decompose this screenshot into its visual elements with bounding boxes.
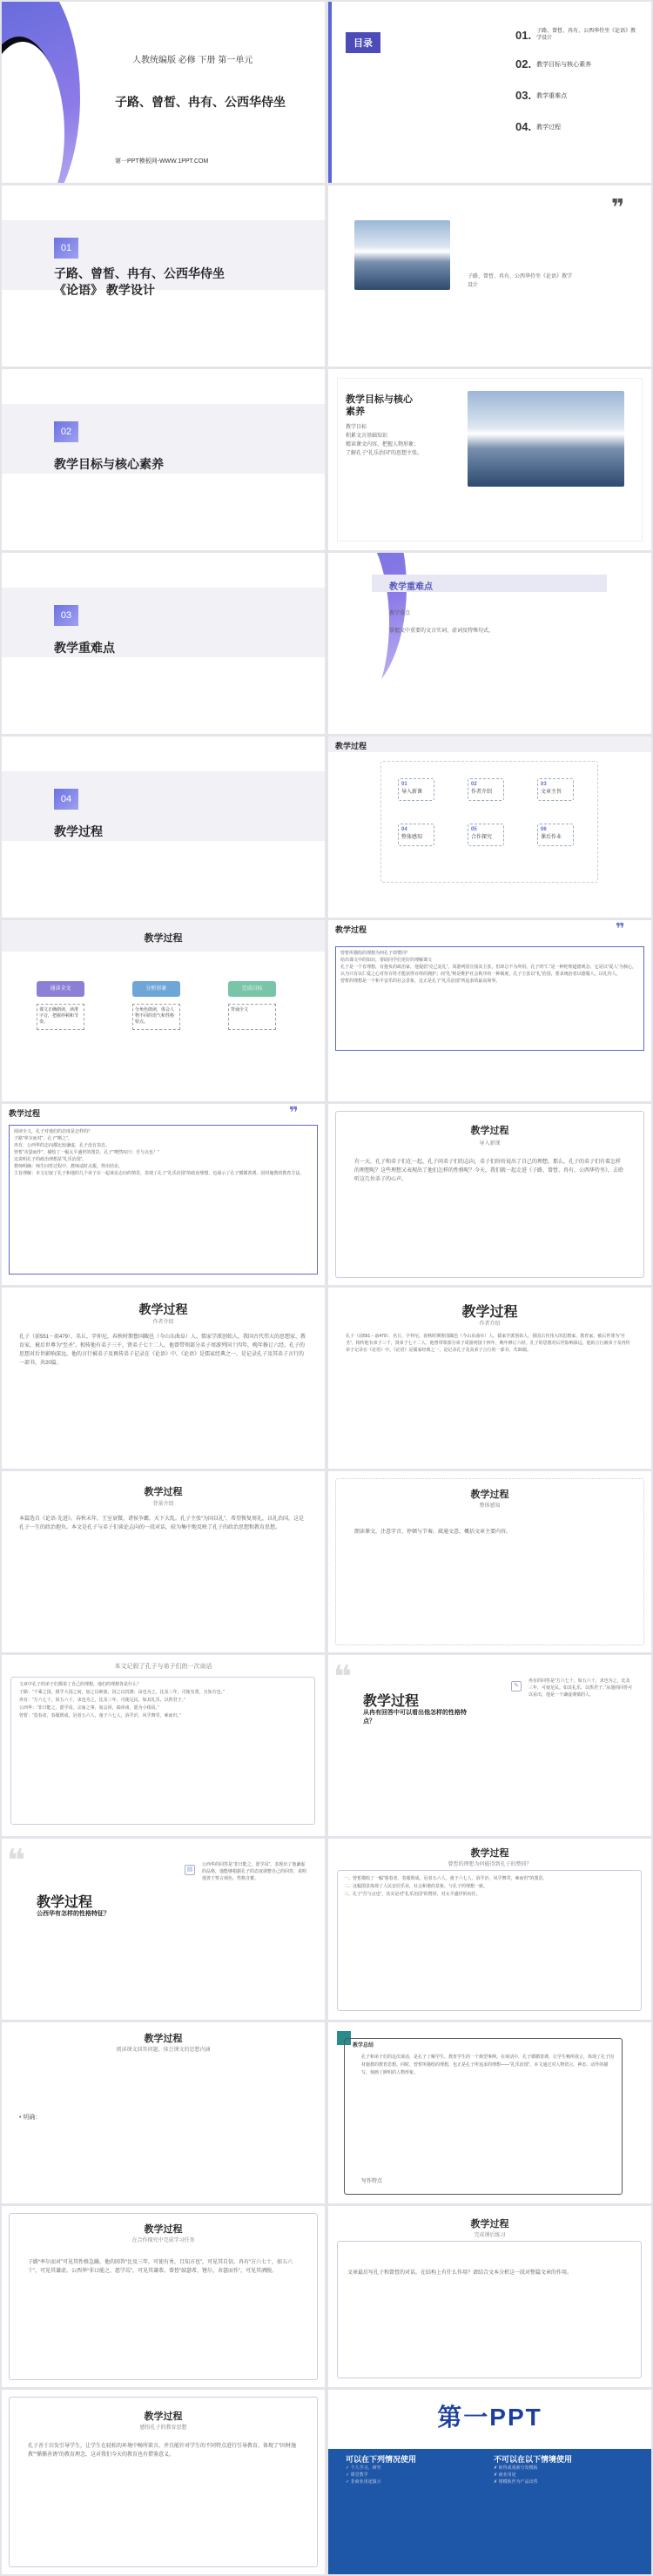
slide-intro-lesson[interactable] [328, 1104, 651, 1285]
slide-text [344, 1875, 636, 1899]
toc-num: 04. [515, 120, 532, 133]
toc-label: 教学过程 [536, 124, 562, 131]
slide-header: 教学过程 [328, 920, 651, 936]
tile-num: 02 [471, 782, 477, 787]
slide-text: 子路“率尔而对”可见其性格急躁，他的回答“比及三年，可使有勇，且知方也”，可见其自信。冉有“方六七十，如五六十”，可见其谦虚。公西华“非曰能之，愿学焉”，可见其谦恭。曾皙“鼓瑟希，铿尔，舍瑟而作”，可见其洒脱。 [28, 2260, 293, 2274]
forbidden-column [494, 2454, 633, 2485]
slide-section-02[interactable] [2, 369, 325, 550]
slide-subtitle: 本文记叙了孔子与弟子们的一次谈话 [114, 1664, 212, 1670]
slide-title: 教学过程 [470, 2219, 509, 2230]
slide-subtitle: 公西华有怎样的性格特征？ [37, 1911, 110, 1917]
slide-subtitle: 整体感知 [479, 1503, 501, 1509]
slide-text: 孔子和弟子们的这次谈话，是孔子了解学生、教育学生的一个典型事例。在谈话中，孔子循循善诱，让学生畅所欲言，体现了孔子因材施教的教育思想。同时，曾皙所描绘的理想，也正是孔子所追求的理想——“礼乐治国”。本文通过对人物语言、神态、动作的描写，刻画了鲜明的人物形象。 [361, 2055, 615, 2075]
slide-ideals[interactable] [2, 1655, 325, 1836]
slide-intro-image[interactable] [328, 185, 651, 367]
slide-text: 孔子善于启发引导学生，让学生在轻松的环境中畅所欲言，并且能针对学生的不同特点进行引导教育，体现了“因材施教”“循循善诱”的教育理念，这对我们今天的教育也有借鉴意义。 [28, 2444, 297, 2458]
document-icon: ▤ [185, 1865, 195, 1875]
detail-line: 曾皙的理想是一个和平安乐的社会景象，这正是孔子“礼乐治国”所追求的最高境界。 [340, 979, 501, 984]
forbidden-heading: 不可以在以下情境使用 [494, 2455, 573, 2464]
text-line: 教师明确：师生问答过程中，教师适时点拨，得出结论。 [14, 1164, 124, 1169]
slide-zengxi[interactable] [328, 1839, 651, 2020]
slide-exercise[interactable] [328, 2206, 651, 2387]
cover-footer: 第一PPT模板网-WWW.1PPT.COM [115, 158, 209, 165]
tile-label: 整体感知 [401, 835, 423, 840]
slide-title: 教学过程 [37, 1895, 93, 1910]
quote-icon: ❞ [289, 1104, 299, 1121]
goals-list [346, 423, 424, 458]
difficulties-text: 掌握文中重要的文言实词、虚词及特殊句式。 [389, 629, 495, 634]
detail-line: 给出课文中的知识，帮助同学们更好的理解课文 [340, 958, 433, 963]
toc-num: 03. [515, 89, 532, 102]
detail-line: 曾皙所描绘的理想为何孔子却赞同？ [340, 951, 411, 956]
tile-num: 01 [401, 782, 407, 787]
tile-num: 06 [541, 827, 547, 832]
slide-header: 教学总结 [353, 2043, 374, 2048]
tile-01[interactable] [398, 778, 434, 801]
slide-difficulties[interactable] [328, 553, 651, 734]
text-line: 一、曾皙描绘了一幅“暮春者，春服既成，冠者五六人，童子六七人，浴乎沂，风乎舞雩，咏而归”的图景。 [344, 1876, 548, 1881]
slide-title: 教学过程 [470, 1126, 509, 1136]
step-card-3: 背诵全文 [228, 1004, 276, 1030]
slide-subtitle: 背景介绍 [152, 1502, 174, 1507]
slide-education-thought[interactable] [2, 2390, 325, 2574]
toc-label: 教学目标与核心素养 [536, 61, 592, 68]
slide-subtitle: 曾皙的理想为何能得到孔子的赞同？ [448, 1862, 532, 1867]
slide-text: 文章最后写孔子和曾皙的对话，在结构上有什么作用？请结合文本分析这一段对整篇文章的作用。 [347, 2270, 573, 2276]
tile-04[interactable] [398, 824, 434, 846]
slide-title: 教学过程 [144, 933, 183, 944]
slide-copyright[interactable] [328, 2390, 651, 2574]
tile-02[interactable] [468, 778, 504, 801]
slide-background[interactable] [2, 1471, 325, 1652]
difficulties-title: 教学重难点 [389, 582, 433, 592]
toc-item-2[interactable] [515, 57, 591, 71]
slide-title: 教学过程 [470, 1490, 509, 1500]
slide-section-01[interactable] [2, 185, 325, 367]
slide-author[interactable] [2, 1288, 325, 1469]
intro-text: 子路、曾皙、冉有、公西华侍坐《论语》教学设计 [468, 274, 573, 288]
toc-item-1[interactable] [515, 28, 637, 42]
section-band [2, 771, 325, 841]
slide-overview[interactable] [328, 1471, 651, 1652]
tile-06[interactable] [537, 824, 574, 846]
slide-cover[interactable] [2, 2, 325, 183]
slide-process-detail[interactable] [328, 920, 651, 1101]
slide-title: 教学过程 [144, 2224, 183, 2235]
goals-title: 教学目标与核心素养 [346, 394, 413, 417]
tile-03[interactable] [537, 778, 574, 801]
step-card-1: 课文正确朗读，读准字音，把握停顿和节奏。 [37, 1004, 84, 1030]
slide-title: 教学过程 [138, 1302, 188, 1316]
toc-label: 子路、曾皙、冉有、公西华侍坐《论语》教学设计 [536, 29, 636, 41]
text-line: 这说明孔子的政治理想是“礼乐治国”。 [14, 1157, 87, 1162]
tile-label: 合作探究 [471, 835, 493, 840]
slide-summary[interactable] [328, 2022, 651, 2203]
slide-text: 冉有的回答是“方六七十，如五六十，求也为之，比及三年，可使足民。如其礼乐，以俟君子。”从他的回答可以看出，他是一个谦虚谨慎的人。 [528, 1678, 633, 1698]
slide-text: 朗读课文，注意字音、停顿与节奏，疏通文意，概括文章主要内容。 [354, 1530, 512, 1535]
tile-05[interactable] [468, 824, 504, 846]
slide-subtitle: 阅读课文回答问题，体会课文的思想内涵 [116, 2048, 211, 2053]
slide-text: 孔子（前551－前479），名丘，字仲尼，春秋时期鲁国陬邑（今山东曲阜）人。儒家学派创始人，我国古代伟大的思想家、教育家，被后世尊为“至圣”。相传他有弟子三千，贤弟子七十二人。他曾带领部分弟子周游列国十四年，晚年修订六经。孔子的思想对后世影响深远。他的言行被弟子及再传弟子记录在《论语》中。《论语》是儒家经典之一，是记录孔子及其弟子言行的一部书，共20篇。 [19, 1335, 306, 1366]
text-line: 曾皙：“莫春者，春服既成，冠者五六人，童子六七人，浴乎沂，风乎舞雩，咏而归。” [19, 1713, 181, 1718]
slide-title: 教学过程 [144, 2034, 183, 2044]
slide-process-text[interactable] [2, 1104, 325, 1285]
slide-process-overview[interactable] [328, 736, 651, 918]
tile-label: 文章主旨 [541, 790, 562, 795]
question: 文章中孔子的弟子们都说了自己的理想，他们的理想各是什么？ [19, 1682, 142, 1687]
slide-clarify[interactable] [2, 2022, 325, 2203]
allowed-item: ✓ 课堂教学 [346, 2472, 368, 2478]
toc-num: 01. [515, 28, 532, 42]
slide-title: 教学过程 [461, 1305, 518, 1320]
tile-num: 04 [401, 827, 407, 832]
slide-subtitle: 导入新课 [479, 1141, 501, 1147]
goals-line: 了解孔子“礼乐治国”的思想主张。 [346, 451, 422, 456]
forbidden-item: ✗ 商业用途 [494, 2472, 516, 2478]
goals-line: 精读课文内容，把握人物形象； [346, 442, 420, 447]
toc-label: 教学重难点 [536, 92, 568, 99]
text-line: 曾皙“舍瑟而作”，描绘了一幅太平盛世的图景，孔子“喟然叹曰：吾与点也！” [14, 1150, 159, 1155]
tile-label: 作者介绍 [471, 790, 493, 795]
pencil-icon: ✎ [511, 1681, 522, 1692]
detail-line: 孔子是一个有理想，有抱负的政治家，他提倡“克己复礼”，周游列国宣扬其主张，但却总不为所用。孔子的“仁”是一种伦理道德观念，它是以“爱人”为核心，认为只有以仁爱之心对待百姓才能获得百姓的拥护；而“礼”则是维护社会秩序的一种制度，孔子主张以“礼”治国，要求统治者以德服人，以礼待人。 [340, 965, 636, 977]
toc-item-3[interactable] [515, 89, 567, 102]
slide-subtitle: 作者介绍 [479, 1322, 501, 1327]
slide-subtitle: 在合作探究中完成学习任务 [131, 2238, 195, 2243]
process-text [14, 1128, 310, 1177]
allowed-item: ✓ 个人学习、研究 [346, 2465, 381, 2471]
toc-num: 02. [515, 57, 532, 71]
goals-line: 教学目标 [346, 425, 367, 430]
slide-toc[interactable] [328, 2, 651, 183]
cover-title: 子路、曾皙、冉有、公西华侍坐 [115, 95, 286, 109]
forbidden-item: ✗ 将模板作为产品出售 [494, 2479, 538, 2485]
slide-title: 教学过程 [470, 1848, 509, 1859]
allowed-item: ✓ 非商业用途演示 [346, 2479, 381, 2485]
frame [337, 2241, 642, 2378]
text-line: 主旨理解：本文记叙了孔子和他的几个弟子在一起谈论志向的情景，表现了孔子“礼乐治国”的政治理想，也展示了孔子循循善诱、因材施教的教育方法。 [14, 1171, 305, 1176]
quote-icon: ❞ [616, 920, 625, 938]
section-number: 01 [54, 238, 78, 259]
quote-icon: ❝ [7, 1842, 26, 1878]
slide-process-steps[interactable] [2, 920, 325, 1101]
slide-subtitle: 感悟孔子的教育思想 [139, 2425, 187, 2431]
quote-icon: ❞ [611, 194, 625, 220]
slide-author-2[interactable] [328, 1288, 651, 1469]
text-line: 冉有：“方六七十，如五六十，求也为之，比及三年，可使足民。如其礼乐，以俟君子。” [19, 1698, 185, 1703]
tile-num: 03 [541, 782, 547, 787]
section-title: 教学目标与核心素养 [54, 457, 164, 471]
quote-icon: ❝ [333, 1658, 353, 1694]
goals-line: 积累文言基础知识 [346, 434, 388, 439]
slide-subtitle: 作者介绍 [152, 1320, 174, 1325]
text-line: 二、这幅图景体现了人民安居乐业，社会和谐的景象，与孔子的理想一致。 [344, 1884, 488, 1889]
cover-subtitle: 人教统编版 必修 下册 第一单元 [132, 56, 253, 65]
allowed-heading: 可以在下列情况使用 [346, 2455, 417, 2464]
tile-label: 课后作业 [541, 835, 562, 840]
clarify-label: • 明确： [19, 2115, 42, 2121]
section-number: 04 [54, 789, 78, 810]
section-number: 02 [54, 421, 78, 442]
slide-section-03[interactable] [2, 553, 325, 734]
slide-title: 教学过程 [144, 2411, 183, 2422]
detail-text [340, 950, 636, 985]
slide-header: 教学过程 [328, 736, 651, 752]
usage-band [328, 2449, 651, 2574]
section-title: 教学重难点 [54, 641, 115, 655]
text-line: 三、孔子“吾与点也”，其实是对“礼乐治国”的赞同，对太平盛世的向往。 [344, 1892, 481, 1897]
brand-logo: 第一PPT [437, 2404, 542, 2431]
text-line: 子路“率尔而对”，孔子“哂之”。 [14, 1136, 72, 1141]
forbidden-item: ✗ 转售或重新分发模板 [494, 2465, 538, 2471]
slide-subtitle: 从冉有回答中可以看出他怎样的性格特点？ [363, 1710, 467, 1725]
step-card-2: 分角色朗读，体会人物不同的语气和性格特点。 [132, 1004, 180, 1030]
slide-tail: 写作特点 [361, 2179, 383, 2184]
text-line: 冉有、公西华的志向都比较谦虚，孔子没有表态。 [14, 1143, 111, 1148]
slide-title: 教学过程 [144, 1487, 183, 1497]
text-line: 公西华：“非曰能之，愿学焉。宗庙之事，如会同，端章甫，愿为小相焉。” [19, 1705, 159, 1711]
section-title: 子路、曾皙、冉有、公西华侍坐《论语》 教学设计 [54, 266, 225, 297]
slide-text: 有一天，孔子和弟子们在一起，孔子问弟子们的志向，弟子们纷纷说出了自己的理想。那么，孔子的弟子们有着怎样的理想呢？这些理想又表现出了他们怎样的性格呢？今天，我们就一起走进《子路、曾皙、冉有、公西华侍坐》，去聆听这几位弟子的心声。 [354, 1160, 624, 1182]
mountain-image [354, 220, 450, 290]
slide-subtitle: 完成课后练习 [474, 2233, 506, 2238]
slide-text: 孔子（前551－前479），名丘，字仲尼，春秋时期鲁国陬邑（今山东曲阜）人。儒家学派创始人，我国古代伟大的思想家、教育家，被后世尊为“至圣”。相传他有弟子三千，贤弟子七十二人。他曾带领部分弟子周游列国十四年，晚年修订六经。孔子的思想对后世影响深远。他的言行被弟子及再传弟子记录在《论语》中。《论语》是儒家经典之一，是记录孔子及其弟子言行的一部书，共20篇。 [346, 1334, 630, 1353]
slide-text: 公西华的回答是“非曰能之，愿学焉”。表现出了他谦虚的品格，他能够根据孔子的态度调整自己的回答，说明他善于察言观色，性格含蓄。 [202, 1862, 307, 1881]
slide-cooperation[interactable] [2, 2206, 325, 2387]
toc-accent-bar [328, 2, 332, 183]
toc-item-4[interactable] [515, 120, 561, 133]
difficulties-label: 教学重点 [389, 611, 411, 616]
slide-gongxihua[interactable] [2, 1839, 325, 2020]
slide-goals[interactable] [328, 369, 651, 550]
slide-header: 教学过程 [2, 1104, 325, 1120]
text-line: 子路：“千乘之国，摄乎大国之间，加之以师旅，因之以饥馑；由也为之，比及三年，可使有勇，且知方也。” [19, 1690, 225, 1695]
slide-title: 教学过程 [363, 1694, 420, 1709]
slide-text [19, 1681, 306, 1720]
section-number: 03 [54, 605, 78, 626]
allowed-column [346, 2454, 476, 2485]
slide-section-04[interactable] [2, 736, 325, 918]
step-pill-1: 通读全文 [37, 981, 84, 997]
tile-label: 导入新课 [401, 790, 423, 795]
slide-ranyou[interactable] [328, 1655, 651, 1836]
step-pill-2: 分析形象 [132, 981, 180, 997]
text-line: 阅读全文，孔子对他们的态度是怎样的？ [14, 1129, 93, 1134]
section-band [2, 588, 325, 657]
step-pill-3: 完成目标 [228, 981, 276, 997]
mountain-image [468, 391, 624, 487]
tile-num: 05 [471, 827, 477, 832]
section-title: 教学过程 [54, 824, 103, 838]
toc-heading: 目录 [346, 32, 380, 53]
slide-text: 本篇选自《论语·先进》。春秋末年，王室衰微，诸侯争霸，天下大乱。孔子主张“为国以礼”，希望恢复周礼，以礼治国，这是孔子一生的政治抱负。本文是孔子与弟子们谈论志向的一段对话，较为集中地反映了孔子的政治思想和教育思想。 [19, 1517, 304, 1530]
